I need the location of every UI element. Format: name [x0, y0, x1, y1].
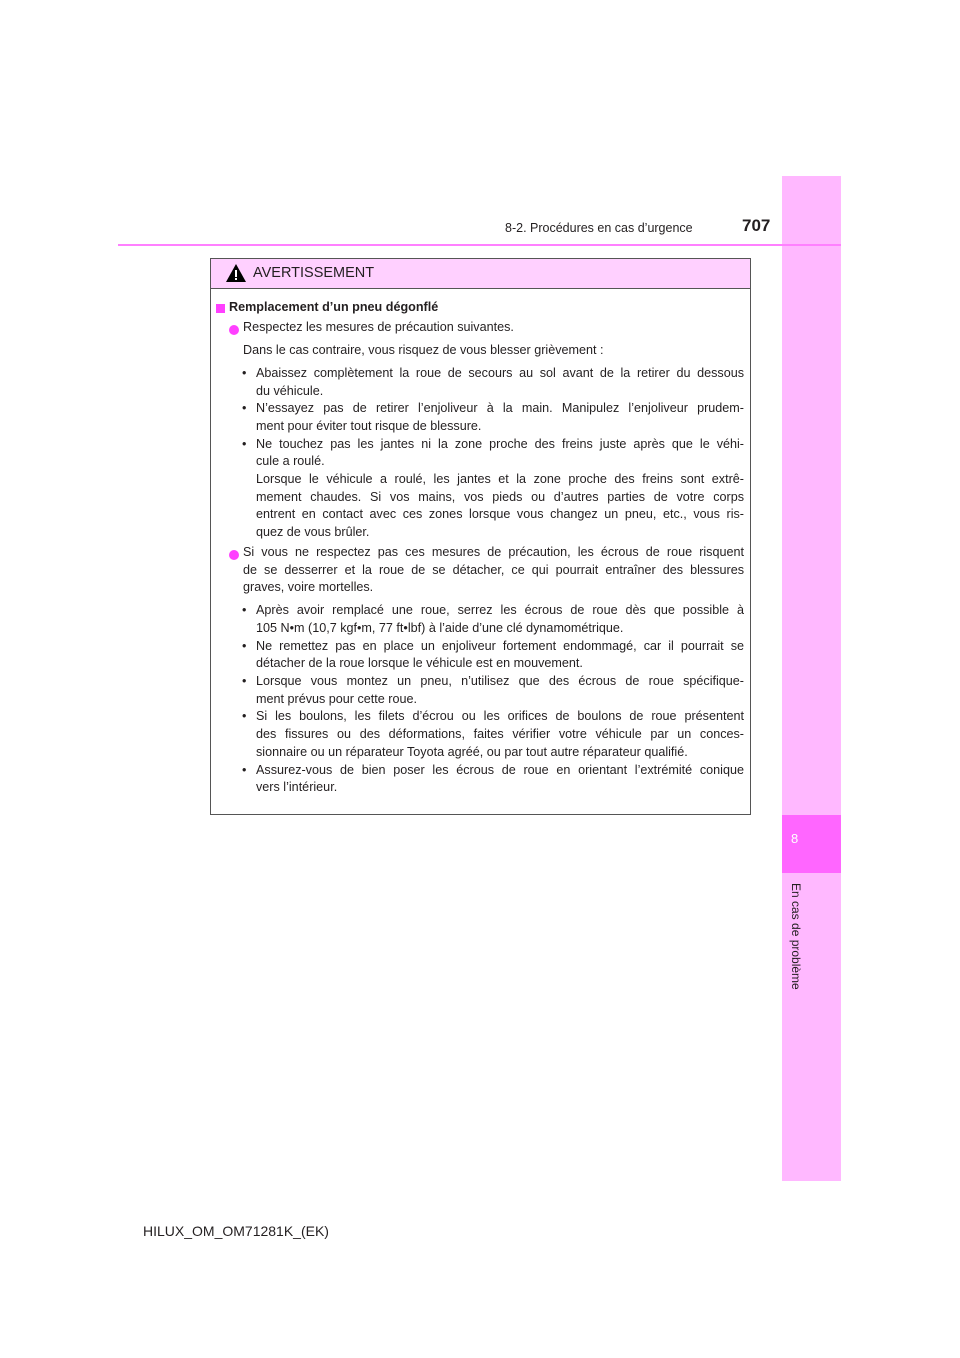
warning-line: Si les boulons, les filets d’écrou ou les orifices de boulons de roue présentent [256, 709, 744, 723]
header-divider [118, 244, 841, 246]
warning-line: Après avoir remplacé une roue, serrez les écrous de roue dès que possible à [256, 603, 744, 617]
warning-line: détacher de la roue lorsque le véhicule est en mouvement. [256, 656, 583, 670]
warning-line: graves, voire mortelles. [243, 580, 374, 594]
bullet-dot-icon [229, 550, 239, 560]
bullet-dot-icon [229, 325, 239, 335]
warning-line: des fissures ou des déformations, faites vérifier votre véhicule par un conces- [256, 727, 744, 741]
document-code: HILUX_OM_OM71281K_(EK) [143, 1223, 329, 1239]
warning-box [210, 258, 751, 815]
bullet-icon: • [242, 709, 247, 723]
warning-line: Dans le cas contraire, vous risquez de vous blesser grièvement : [243, 343, 604, 357]
warning-heading: Remplacement d’un pneu dégonflé [229, 300, 439, 314]
bullet-icon: • [242, 401, 247, 415]
bullet-icon: • [242, 437, 247, 451]
warning-line: Assurez-vous de bien poser les écrous de roue en orientant l’extrémité conique [256, 763, 744, 777]
warning-line: Lorsque le véhicule a roulé, les jantes et la zone proche des freins sont extrê- [256, 472, 744, 486]
warning-line: sionnaire ou un réparateur Toyota agréé, ou par tout autre réparateur qualifié. [256, 745, 688, 759]
warning-line: ment prévus pour cette roue. [256, 692, 418, 706]
warning-line: quez de vous brûler. [256, 525, 370, 539]
warning-line: Abaissez complètement la roue de secours au sol avant de la retirer du dessous [256, 366, 744, 380]
warning-line: vers l’intérieur. [256, 780, 338, 794]
warning-line: Lorsque vous montez un pneu, n’utilisez que des écrous de roue spécifique- [256, 674, 744, 688]
bullet-icon: • [242, 763, 247, 777]
warning-line: Ne remettez pas en place un enjoliveur fortement endommagé, car il pourrait se [256, 639, 744, 653]
warning-line: du véhicule. [256, 384, 324, 398]
warning-line: N’essayez pas de retirer l’enjoliveur à la main. Manipulez l’enjoliveur prudem- [256, 401, 744, 415]
chapter-sidebar [782, 176, 841, 1181]
heading-square-icon [216, 304, 225, 313]
warning-line: entrent en contact avec ces zones lorsque vous changez un pneu, etc., vous ris- [256, 507, 744, 521]
bullet-icon: • [242, 366, 247, 380]
warning-title: AVERTISSEMENT [253, 265, 375, 281]
warning-line: Respectez les mesures de précaution suivantes. [243, 320, 514, 334]
chapter-number: 8 [791, 831, 799, 846]
warning-line: Si vous ne respectez pas ces mesures de précaution, les écrous de roue risquent [243, 545, 744, 559]
warning-icon [225, 263, 247, 283]
warning-line: Ne touchez pas les jantes ni la zone proche des freins juste après que le véhi- [256, 437, 744, 451]
warning-line: mement chaudes. Si vos mains, vos pieds ou d’autres parties de votre corps [256, 490, 744, 504]
chapter-title: En cas de problème [789, 883, 803, 990]
page-number: 707 [742, 216, 771, 235]
bullet-icon: • [242, 639, 247, 653]
bullet-icon: • [242, 674, 247, 688]
chapter-tab [782, 815, 841, 873]
warning-line: de se desserrer et la roue de se détacher, ce qui pourrait entraîner des blessures [243, 563, 744, 577]
bullet-icon: • [242, 603, 247, 617]
section-title: 8-2. Procédures en cas d’urgence [505, 221, 693, 235]
warning-line: cule a roulé. [256, 454, 325, 468]
warning-header [211, 259, 750, 289]
warning-line: 105 N•m (10,7 kgf•m, 77 ft•lbf) à l’aide d’une clé dynamométrique. [256, 621, 624, 635]
warning-line: ment pour éviter tout risque de blessure. [256, 419, 482, 433]
